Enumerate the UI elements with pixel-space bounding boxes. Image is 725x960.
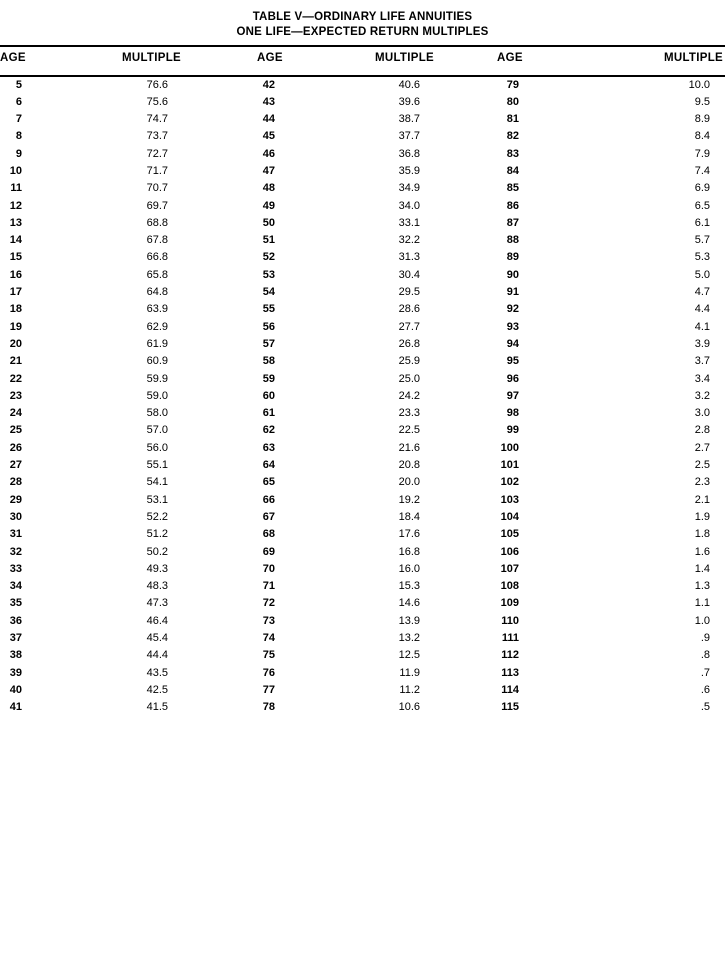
cell-age-3: 101 bbox=[500, 459, 519, 472]
cell-multiple-1: 47.3 bbox=[146, 597, 168, 610]
table-row bbox=[0, 301, 725, 318]
cell-age-3: 98 bbox=[506, 407, 519, 420]
table-body bbox=[0, 77, 725, 717]
cell-multiple-3: 1.6 bbox=[694, 545, 710, 558]
cell-multiple-3: 3.2 bbox=[694, 389, 710, 402]
cell-age-1: 34 bbox=[9, 580, 22, 593]
table-row bbox=[0, 77, 725, 94]
cell-multiple-2: 19.2 bbox=[398, 493, 420, 506]
cell-multiple-1: 42.5 bbox=[146, 683, 168, 696]
cell-age-2: 57 bbox=[262, 337, 275, 350]
cell-age-1: 25 bbox=[9, 424, 22, 437]
cell-age-3: 108 bbox=[500, 580, 519, 593]
cell-age-2: 49 bbox=[262, 199, 275, 212]
table-row bbox=[0, 249, 725, 266]
cell-age-2: 43 bbox=[262, 95, 275, 108]
cell-age-2: 66 bbox=[262, 493, 275, 506]
table-row bbox=[0, 544, 725, 561]
cell-age-1: 20 bbox=[9, 337, 22, 350]
cell-multiple-3: 1.1 bbox=[694, 597, 710, 610]
cell-age-3: 92 bbox=[506, 303, 519, 316]
cell-age-1: 12 bbox=[9, 199, 22, 212]
cell-age-3: 81 bbox=[506, 113, 519, 126]
cell-age-2: 42 bbox=[262, 78, 275, 91]
table-row bbox=[0, 215, 725, 232]
cell-multiple-2: 12.5 bbox=[398, 649, 420, 662]
table-row bbox=[0, 595, 725, 612]
cell-age-3: 84 bbox=[506, 164, 519, 177]
cell-age-3: 93 bbox=[506, 320, 519, 333]
cell-multiple-3: .7 bbox=[700, 666, 710, 679]
cell-age-3: 113 bbox=[501, 666, 519, 679]
cell-multiple-1: 41.5 bbox=[146, 701, 168, 714]
cell-age-2: 46 bbox=[262, 147, 275, 160]
title-line-2: ONE LIFE—EXPECTED RETURN MULTIPLES bbox=[236, 26, 489, 38]
cell-age-2: 56 bbox=[262, 320, 275, 333]
cell-multiple-3: 6.9 bbox=[694, 182, 710, 195]
cell-multiple-1: 54.1 bbox=[146, 476, 168, 489]
cell-multiple-2: 11.9 bbox=[399, 666, 420, 679]
cell-age-3: 86 bbox=[506, 199, 519, 212]
cell-multiple-3: 5.7 bbox=[694, 234, 710, 247]
cell-age-2: 44 bbox=[262, 113, 275, 126]
cell-age-3: 104 bbox=[500, 510, 519, 523]
cell-multiple-2: 24.2 bbox=[398, 389, 420, 402]
cell-multiple-2: 11.2 bbox=[399, 683, 420, 696]
table-row bbox=[0, 180, 725, 197]
cell-multiple-2: 32.2 bbox=[398, 234, 420, 247]
cell-multiple-1: 59.0 bbox=[146, 389, 168, 402]
cell-multiple-3: 1.8 bbox=[694, 528, 710, 541]
cell-multiple-1: 67.8 bbox=[146, 234, 168, 247]
cell-age-1: 19 bbox=[9, 320, 22, 333]
cell-age-1: 29 bbox=[9, 493, 22, 506]
cell-multiple-2: 10.6 bbox=[398, 701, 420, 714]
cell-multiple-3: 2.7 bbox=[694, 441, 710, 454]
cell-age-3: 103 bbox=[500, 493, 519, 506]
cell-age-3: 105 bbox=[500, 528, 519, 541]
cell-multiple-1: 45.4 bbox=[146, 632, 168, 644]
column-header-multiple-2: MULTIPLE bbox=[374, 52, 434, 64]
cell-age-2: 64 bbox=[262, 459, 275, 472]
table-row bbox=[0, 422, 725, 439]
cell-multiple-1: 76.6 bbox=[146, 78, 168, 91]
cell-age-2: 50 bbox=[262, 216, 275, 229]
cell-age-3: 112 bbox=[501, 649, 519, 662]
cell-age-2: 67 bbox=[262, 510, 275, 523]
cell-multiple-2: 40.6 bbox=[398, 78, 420, 91]
cell-multiple-3: 3.7 bbox=[694, 355, 710, 368]
table-row bbox=[0, 336, 725, 353]
table-row bbox=[0, 319, 725, 336]
cell-multiple-3: .9 bbox=[700, 632, 710, 644]
cell-multiple-3: 8.4 bbox=[694, 130, 710, 143]
cell-age-3: 100 bbox=[500, 441, 519, 454]
table-row bbox=[0, 613, 725, 630]
cell-age-1: 30 bbox=[9, 510, 22, 523]
cell-multiple-3: 5.0 bbox=[694, 268, 710, 281]
cell-multiple-2: 13.2 bbox=[398, 632, 420, 644]
cell-age-2: 78 bbox=[262, 701, 275, 714]
cell-multiple-2: 26.8 bbox=[398, 337, 420, 350]
table-row bbox=[0, 284, 725, 301]
cell-multiple-2: 36.8 bbox=[398, 147, 420, 160]
cell-age-3: 90 bbox=[506, 268, 519, 281]
cell-age-3: 111 bbox=[501, 632, 519, 644]
cell-age-1: 11 bbox=[10, 182, 22, 195]
cell-age-3: 88 bbox=[506, 234, 519, 247]
cell-age-2: 55 bbox=[262, 303, 275, 316]
column-header-age-2: AGE bbox=[257, 52, 283, 64]
cell-age-2: 58 bbox=[262, 355, 275, 368]
table-row bbox=[0, 578, 725, 595]
cell-multiple-3: 8.9 bbox=[694, 113, 710, 126]
cell-age-3: 80 bbox=[506, 95, 519, 108]
cell-multiple-3: 4.7 bbox=[694, 286, 710, 299]
cell-multiple-3: 9.5 bbox=[694, 95, 710, 108]
table-row bbox=[0, 647, 725, 664]
cell-age-1: 6 bbox=[15, 95, 22, 108]
cell-age-1: 38 bbox=[9, 649, 22, 662]
table-row bbox=[0, 128, 725, 145]
cell-multiple-2: 16.8 bbox=[398, 545, 420, 558]
cell-multiple-3: 2.3 bbox=[694, 476, 710, 489]
cell-multiple-2: 22.5 bbox=[398, 424, 420, 437]
cell-multiple-3: 4.1 bbox=[694, 320, 710, 333]
cell-age-1: 22 bbox=[9, 372, 22, 385]
cell-multiple-3: 3.0 bbox=[694, 407, 710, 420]
table-row bbox=[0, 111, 725, 128]
cell-multiple-2: 25.0 bbox=[398, 372, 420, 385]
cell-multiple-2: 37.7 bbox=[398, 130, 420, 143]
cell-age-2: 61 bbox=[262, 407, 275, 420]
table-row bbox=[0, 232, 725, 249]
cell-age-2: 73 bbox=[262, 614, 275, 627]
cell-multiple-1: 57.0 bbox=[146, 424, 168, 437]
cell-multiple-1: 59.9 bbox=[146, 372, 168, 385]
cell-multiple-2: 16.0 bbox=[398, 562, 420, 575]
cell-age-2: 68 bbox=[262, 528, 275, 541]
cell-age-2: 70 bbox=[262, 562, 275, 575]
cell-age-1: 7 bbox=[15, 113, 22, 126]
cell-multiple-2: 20.8 bbox=[398, 459, 420, 472]
cell-multiple-1: 73.7 bbox=[146, 130, 168, 143]
expected-return-multiples-table bbox=[0, 47, 725, 70]
cell-multiple-2: 21.6 bbox=[398, 441, 420, 454]
cell-age-2: 77 bbox=[262, 683, 275, 696]
cell-multiple-2: 27.7 bbox=[398, 320, 420, 333]
cell-age-1: 40 bbox=[9, 683, 22, 696]
cell-multiple-3: 1.0 bbox=[694, 614, 710, 627]
table-row bbox=[0, 371, 725, 388]
cell-age-1: 39 bbox=[9, 666, 22, 679]
cell-multiple-3: 5.3 bbox=[694, 251, 710, 264]
cell-age-1: 14 bbox=[9, 234, 22, 247]
cell-multiple-1: 51.2 bbox=[146, 528, 168, 541]
table-row bbox=[0, 457, 725, 474]
table-row bbox=[0, 94, 725, 111]
cell-multiple-1: 65.8 bbox=[146, 268, 168, 281]
cell-age-2: 72 bbox=[262, 597, 275, 610]
cell-multiple-1: 61.9 bbox=[146, 337, 168, 350]
cell-age-3: 106 bbox=[500, 545, 519, 558]
cell-multiple-1: 66.8 bbox=[146, 251, 168, 264]
cell-multiple-3: 2.5 bbox=[694, 459, 710, 472]
cell-multiple-2: 29.5 bbox=[398, 286, 420, 299]
cell-multiple-1: 62.9 bbox=[146, 320, 168, 333]
cell-multiple-1: 44.4 bbox=[146, 649, 168, 662]
cell-multiple-1: 58.0 bbox=[146, 407, 168, 420]
cell-multiple-2: 20.0 bbox=[398, 476, 420, 489]
cell-multiple-2: 30.4 bbox=[398, 268, 420, 281]
cell-multiple-2: 18.4 bbox=[398, 510, 420, 523]
cell-age-3: 109 bbox=[500, 597, 519, 610]
cell-multiple-1: 71.7 bbox=[146, 164, 168, 177]
cell-age-2: 75 bbox=[262, 649, 275, 662]
table-row bbox=[0, 474, 725, 491]
table-row bbox=[0, 509, 725, 526]
cell-multiple-3: 6.1 bbox=[694, 216, 710, 229]
cell-multiple-1: 43.5 bbox=[146, 666, 168, 679]
cell-multiple-1: 74.7 bbox=[146, 113, 168, 126]
cell-age-3: 91 bbox=[506, 286, 519, 299]
cell-multiple-3: 3.4 bbox=[694, 372, 710, 385]
table-row bbox=[0, 630, 725, 647]
cell-age-3: 85 bbox=[506, 182, 519, 195]
cell-age-2: 76 bbox=[262, 666, 275, 679]
cell-multiple-1: 46.4 bbox=[146, 614, 168, 627]
table-row bbox=[0, 561, 725, 578]
cell-age-3: 89 bbox=[506, 251, 519, 264]
cell-age-1: 8 bbox=[15, 130, 22, 143]
table-body-wrapper bbox=[0, 77, 725, 717]
cell-age-2: 45 bbox=[262, 130, 275, 143]
cell-multiple-2: 39.6 bbox=[398, 95, 420, 108]
table-row bbox=[0, 267, 725, 284]
cell-multiple-1: 56.0 bbox=[146, 441, 168, 454]
cell-multiple-2: 13.9 bbox=[398, 614, 420, 627]
table-row bbox=[0, 405, 725, 422]
cell-multiple-3: 1.9 bbox=[694, 510, 710, 523]
cell-age-3: 83 bbox=[506, 147, 519, 160]
cell-multiple-3: 1.4 bbox=[694, 562, 710, 575]
cell-multiple-3: 3.9 bbox=[694, 337, 710, 350]
table-title bbox=[0, 0, 725, 40]
cell-age-1: 33 bbox=[9, 562, 22, 575]
cell-age-1: 24 bbox=[9, 407, 22, 420]
cell-multiple-3: 2.1 bbox=[694, 493, 710, 506]
cell-age-3: 97 bbox=[506, 389, 519, 402]
cell-age-2: 69 bbox=[262, 545, 275, 558]
cell-multiple-1: 49.3 bbox=[146, 562, 168, 575]
cell-age-3: 110 bbox=[501, 614, 519, 627]
cell-multiple-2: 35.9 bbox=[398, 164, 420, 177]
table-row bbox=[0, 665, 725, 682]
cell-age-2: 53 bbox=[262, 268, 275, 281]
table-row bbox=[0, 388, 725, 405]
cell-age-1: 16 bbox=[9, 268, 22, 281]
cell-age-2: 54 bbox=[262, 286, 275, 299]
cell-age-3: 82 bbox=[506, 130, 519, 143]
cell-multiple-2: 23.3 bbox=[398, 407, 420, 420]
cell-age-1: 21 bbox=[9, 355, 22, 368]
cell-multiple-3: .8 bbox=[700, 649, 710, 662]
cell-age-1: 26 bbox=[9, 441, 22, 454]
table-row bbox=[0, 526, 725, 543]
cell-age-1: 17 bbox=[9, 286, 22, 299]
cell-age-3: 79 bbox=[506, 78, 519, 91]
cell-age-1: 31 bbox=[9, 528, 22, 541]
cell-age-2: 74 bbox=[262, 632, 275, 644]
table-row bbox=[0, 353, 725, 370]
cell-age-2: 51 bbox=[262, 234, 275, 247]
cell-multiple-1: 53.1 bbox=[146, 493, 168, 506]
cell-multiple-1: 70.7 bbox=[146, 182, 168, 195]
cell-age-1: 13 bbox=[9, 216, 22, 229]
cell-age-1: 15 bbox=[9, 251, 22, 264]
cell-multiple-2: 34.0 bbox=[398, 199, 420, 212]
cell-age-3: 99 bbox=[506, 424, 519, 437]
cell-age-3: 96 bbox=[506, 372, 519, 385]
cell-age-1: 18 bbox=[9, 303, 22, 316]
cell-multiple-3: .5 bbox=[700, 701, 710, 714]
cell-multiple-1: 69.7 bbox=[146, 199, 168, 212]
cell-age-1: 35 bbox=[9, 597, 22, 610]
cell-multiple-1: 52.2 bbox=[146, 510, 168, 523]
cell-age-3: 95 bbox=[506, 355, 519, 368]
cell-age-1: 41 bbox=[9, 701, 22, 714]
table-row bbox=[0, 146, 725, 163]
cell-age-2: 59 bbox=[262, 372, 275, 385]
cell-age-1: 36 bbox=[9, 614, 22, 627]
cell-multiple-3: 10.0 bbox=[688, 78, 710, 91]
cell-multiple-2: 15.3 bbox=[398, 580, 420, 593]
cell-age-2: 60 bbox=[262, 389, 275, 402]
cell-age-2: 62 bbox=[262, 424, 275, 437]
cell-age-3: 115 bbox=[501, 701, 519, 714]
cell-multiple-3: 7.9 bbox=[694, 147, 710, 160]
column-header-age-3: AGE bbox=[497, 52, 523, 64]
cell-age-3: 94 bbox=[506, 337, 519, 350]
cell-multiple-2: 28.6 bbox=[398, 303, 420, 316]
cell-multiple-2: 33.1 bbox=[398, 216, 420, 229]
cell-age-1: 9 bbox=[15, 147, 22, 160]
cell-multiple-2: 14.6 bbox=[398, 597, 420, 610]
cell-age-1: 37 bbox=[9, 632, 22, 644]
cell-age-1: 23 bbox=[9, 389, 22, 402]
table-row bbox=[0, 682, 725, 699]
cell-multiple-1: 55.1 bbox=[146, 459, 168, 472]
cell-age-3: 87 bbox=[506, 216, 519, 229]
cell-multiple-1: 48.3 bbox=[146, 580, 168, 593]
cell-multiple-2: 38.7 bbox=[398, 113, 420, 126]
cell-multiple-3: 4.4 bbox=[694, 303, 710, 316]
cell-multiple-1: 50.2 bbox=[146, 545, 168, 558]
table-header bbox=[0, 47, 725, 70]
cell-multiple-1: 64.8 bbox=[146, 286, 168, 299]
cell-age-3: 102 bbox=[500, 476, 519, 489]
cell-age-3: 114 bbox=[501, 683, 519, 696]
cell-age-1: 10 bbox=[9, 164, 22, 177]
cell-multiple-2: 34.9 bbox=[398, 182, 420, 195]
cell-age-2: 71 bbox=[262, 580, 275, 593]
column-header-multiple-1: MULTIPLE bbox=[121, 52, 181, 64]
cell-multiple-1: 63.9 bbox=[146, 303, 168, 316]
cell-age-1: 27 bbox=[9, 459, 22, 472]
cell-age-2: 65 bbox=[262, 476, 275, 489]
column-header-age-1: AGE bbox=[0, 52, 26, 64]
cell-multiple-2: 31.3 bbox=[398, 251, 420, 264]
title-line-1: TABLE V—ORDINARY LIFE ANNUITIES bbox=[252, 11, 473, 23]
cell-multiple-1: 68.8 bbox=[146, 216, 168, 229]
cell-age-3: 107 bbox=[500, 562, 519, 575]
cell-multiple-1: 75.6 bbox=[146, 95, 168, 108]
cell-multiple-3: 6.5 bbox=[694, 199, 710, 212]
table-row bbox=[0, 198, 725, 215]
cell-age-2: 63 bbox=[262, 441, 275, 454]
cell-age-2: 47 bbox=[262, 164, 275, 177]
table-row bbox=[0, 492, 725, 509]
cell-age-2: 52 bbox=[262, 251, 275, 264]
cell-age-1: 28 bbox=[9, 476, 22, 489]
cell-multiple-2: 25.9 bbox=[398, 355, 420, 368]
cell-multiple-3: 1.3 bbox=[694, 580, 710, 593]
table-row bbox=[0, 163, 725, 180]
cell-multiple-3: 2.8 bbox=[694, 424, 710, 437]
cell-age-1: 32 bbox=[9, 545, 22, 558]
table-row bbox=[0, 440, 725, 457]
cell-multiple-1: 60.9 bbox=[146, 355, 168, 368]
table-row bbox=[0, 699, 725, 716]
cell-age-1: 5 bbox=[15, 78, 22, 91]
cell-multiple-1: 72.7 bbox=[146, 147, 168, 160]
cell-age-2: 48 bbox=[262, 182, 275, 195]
cell-multiple-3: 7.4 bbox=[694, 164, 710, 177]
cell-multiple-2: 17.6 bbox=[398, 528, 420, 541]
column-header-multiple-3: MULTIPLE bbox=[663, 52, 723, 64]
cell-multiple-3: .6 bbox=[700, 683, 710, 696]
